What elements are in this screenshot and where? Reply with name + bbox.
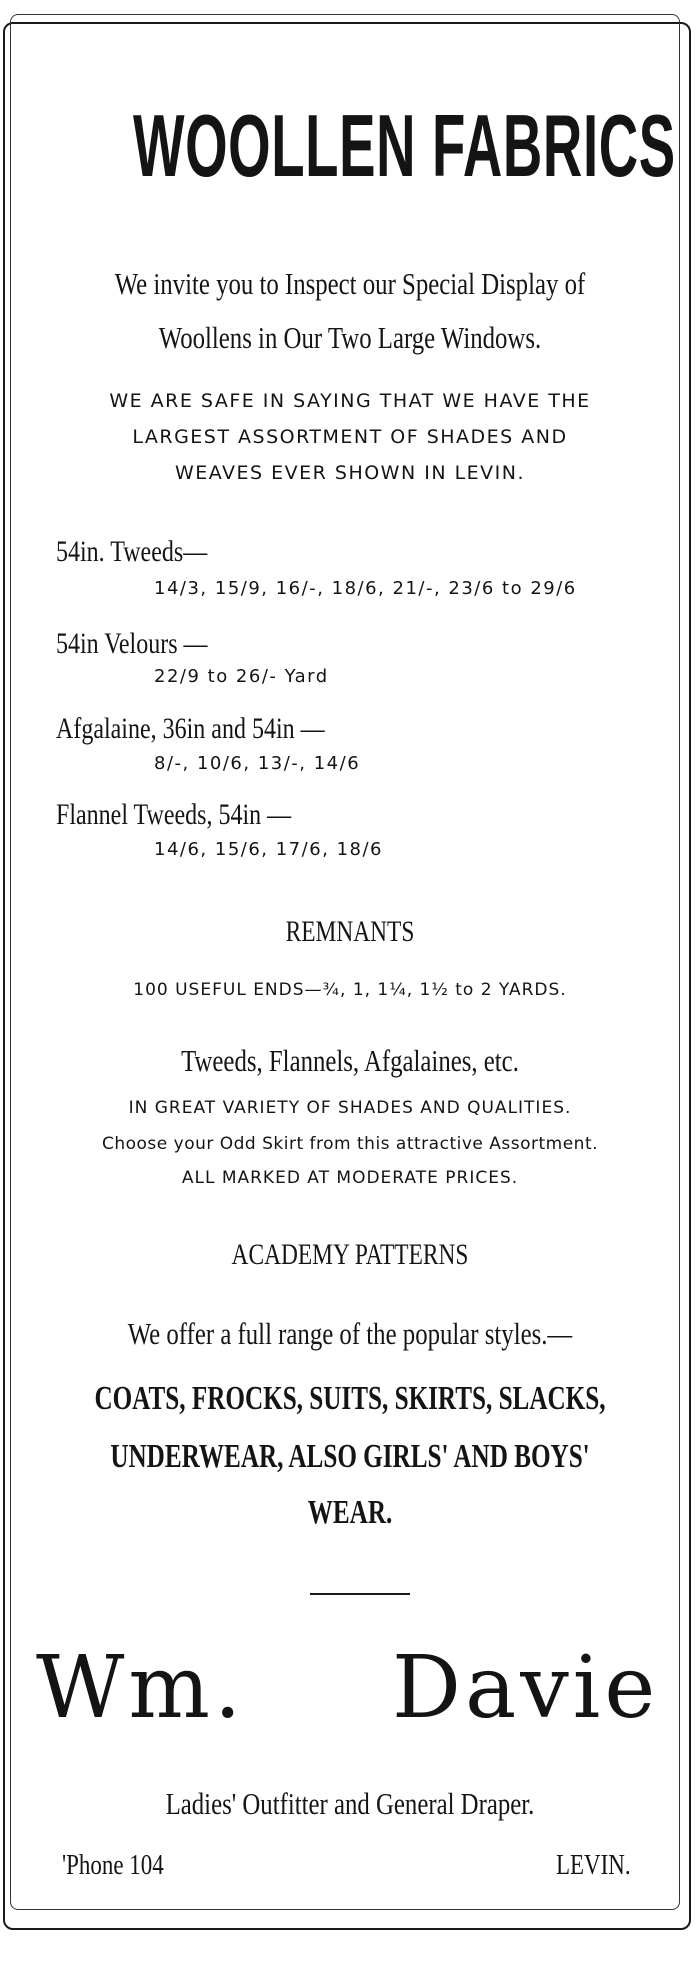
assortment-line-2: LARGEST ASSORTMENT OF SHADES AND	[132, 426, 568, 448]
remnants-kinds: Tweeds, Flannels, Afgalaines, etc.	[181, 1043, 519, 1078]
patterns-offer: We offer a full range of the popular styles.—	[127, 1316, 573, 1351]
remnants-variety: IN GREAT VARIETY OF SHADES AND QUALITIES.	[128, 1098, 572, 1118]
signature-last: Davie	[392, 1638, 660, 1738]
signature-first: Wm.	[36, 1638, 246, 1738]
remnants-prices: ALL MARKED AT MODERATE PRICES.	[181, 1168, 519, 1188]
divider-rule	[310, 1593, 410, 1595]
patterns-title: ACADEMY PATTERNS	[231, 1238, 469, 1271]
intro-line-2: Woollens in Our Two Large Windows.	[158, 320, 542, 355]
item-name: 54in Velours —	[56, 627, 208, 660]
item-name: 54in. Tweeds—	[56, 535, 208, 568]
item-name: Flannel Tweeds, 54in —	[56, 798, 292, 831]
intro-line-1: We invite you to Inspect our Special Display of	[114, 266, 586, 301]
assortment-line-3: WEAVES EVER SHOWN IN LEVIN.	[174, 462, 526, 484]
patterns-line-2: UNDERWEAR, ALSO GIRLS' AND BOYS'	[110, 1438, 590, 1475]
patterns-line-1: COATS, FROCKS, SUITS, SKIRTS, SLACKS,	[94, 1380, 606, 1417]
item-prices: 8/-, 10/6, 13/-, 14/6	[154, 753, 361, 774]
item-name: Afgalaine, 36in and 54in —	[56, 712, 325, 745]
remnants-choose: Choose your Odd Skirt from this attractive Assortment.	[101, 1134, 599, 1154]
item-prices: 14/3, 15/9, 16/-, 18/6, 21/-, 23/6 to 29/6	[154, 578, 577, 599]
town-name: LEVIN.	[556, 1850, 631, 1881]
item-prices: 14/6, 15/6, 17/6, 18/6	[154, 839, 384, 860]
item-prices: 22/9 to 26/- Yard	[154, 666, 329, 687]
tagline: Ladies' Outfitter and General Draper.	[165, 1786, 535, 1821]
headline: WOOLLEN FABRICS	[133, 96, 676, 195]
assortment-line-1: WE ARE SAFE IN SAYING THAT WE HAVE THE	[109, 390, 591, 412]
remnants-title: REMNANTS	[285, 915, 415, 948]
patterns-line-3: WEAR.	[307, 1494, 393, 1531]
phone-number: 'Phone 104	[62, 1850, 164, 1881]
remnants-ends: 100 USEFUL ENDS—¾, 1, 1¼, 1½ to 2 YARDS.	[133, 980, 567, 1000]
